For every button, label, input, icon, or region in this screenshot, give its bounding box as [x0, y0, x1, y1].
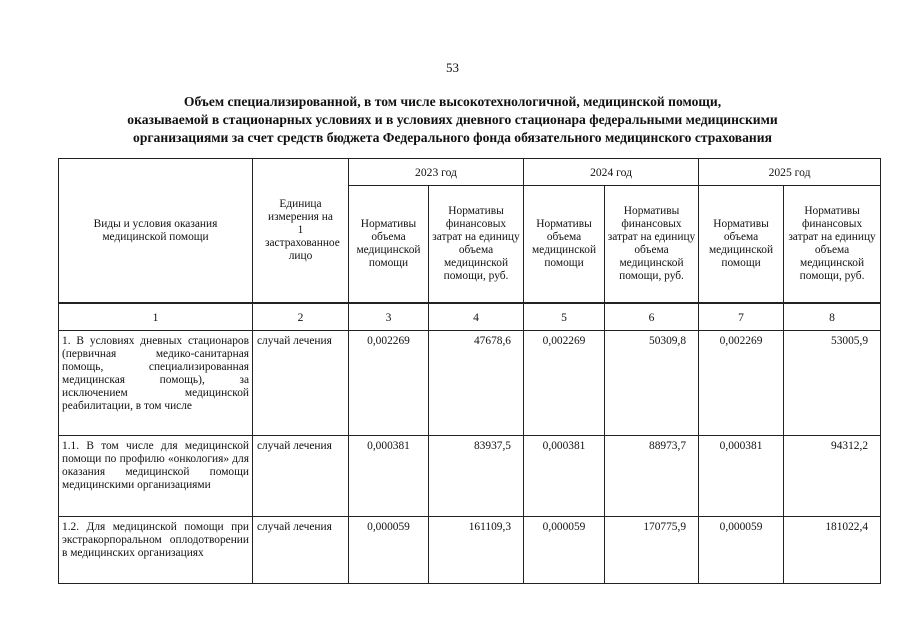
cost-2023: 83937,5 [429, 436, 524, 517]
cost-2025: 94312,2 [784, 436, 881, 517]
cost-2023: 161109,3 [429, 517, 524, 584]
cost-2025: 181022,4 [784, 517, 881, 584]
volume-2023: 0,000381 [349, 436, 429, 517]
title-line-2: оказываемой в стационарных условиях и в условиях дневного стационара федеральными медицинскими [127, 112, 778, 127]
volume-2024: 0,002269 [524, 331, 605, 436]
row-description: 1. В условиях дневных стационаров (первичная медико-санитарная помощь, специализированная медицинская помощь), за исключением медицинской реабилитации, в том числе [59, 331, 253, 436]
page-number: 53 [446, 60, 459, 75]
document-title [60, 93, 845, 147]
column-number: 7 [699, 303, 784, 331]
row-unit: случай лечения [253, 517, 349, 584]
cost-2024: 170775,9 [605, 517, 699, 584]
table-row [59, 436, 881, 517]
volume-2025: 0,000381 [699, 436, 784, 517]
column-number: 3 [349, 303, 429, 331]
row-description: 1.1. В том числе для медицинской помощи по профилю «онкология» для оказания медицинской помощи медицинскими организациями [59, 436, 253, 517]
row-description: 1.2. Для медицинской помощи при экстракорпоральном оплодотворении в медицинских организациях [59, 517, 253, 584]
column-number-row [59, 303, 881, 331]
header-year-2024: 2024 год [524, 159, 699, 186]
volume-2025: 0,002269 [699, 331, 784, 436]
volume-2025: 0,000059 [699, 517, 784, 584]
volume-2023: 0,000059 [349, 517, 429, 584]
header-year-2023: 2023 год [349, 159, 524, 186]
header-unit: Единица измерения на 1 застрахованное лицо [253, 159, 349, 304]
column-number: 6 [605, 303, 699, 331]
header-volume-2024: Нормативы объема медицинской помощи [524, 186, 605, 304]
column-number: 1 [59, 303, 253, 331]
header-volume-2025: Нормативы объема медицинской помощи [699, 186, 784, 304]
column-number: 8 [784, 303, 881, 331]
column-number: 2 [253, 303, 349, 331]
header-volume-2023: Нормативы объема медицинской помощи [349, 186, 429, 304]
volume-2023: 0,002269 [349, 331, 429, 436]
norms-table [58, 158, 881, 584]
volume-2024: 0,000381 [524, 436, 605, 517]
cost-2024: 88973,7 [605, 436, 699, 517]
header-cost-2024: Нормативы финансовых затрат на единицу объема медицинской помощи, руб. [605, 186, 699, 304]
header-cost-2023: Нормативы финансовых затрат на единицу объема медицинской помощи, руб. [429, 186, 524, 304]
table-row [59, 331, 881, 436]
cost-2025: 53005,9 [784, 331, 881, 436]
header-year-2025: 2025 год [699, 159, 881, 186]
column-number: 5 [524, 303, 605, 331]
column-number: 4 [429, 303, 524, 331]
row-unit: случай лечения [253, 331, 349, 436]
cost-2023: 47678,6 [429, 331, 524, 436]
header-cost-2025: Нормативы финансовых затрат на единицу объема медицинской помощи, руб. [784, 186, 881, 304]
title-line-1: Объем специализированной, в том числе высокотехнологичной, медицинской помощи, [183, 94, 722, 109]
title-line-3: организациями за счет средств бюджета Федерального фонда обязательного медицинского страхования [133, 130, 772, 145]
cost-2024: 50309,8 [605, 331, 699, 436]
row-unit: случай лечения [253, 436, 349, 517]
table-row [59, 517, 881, 584]
volume-2024: 0,000059 [524, 517, 605, 584]
header-kind: Виды и условия оказания медицинской помощи [59, 159, 253, 304]
